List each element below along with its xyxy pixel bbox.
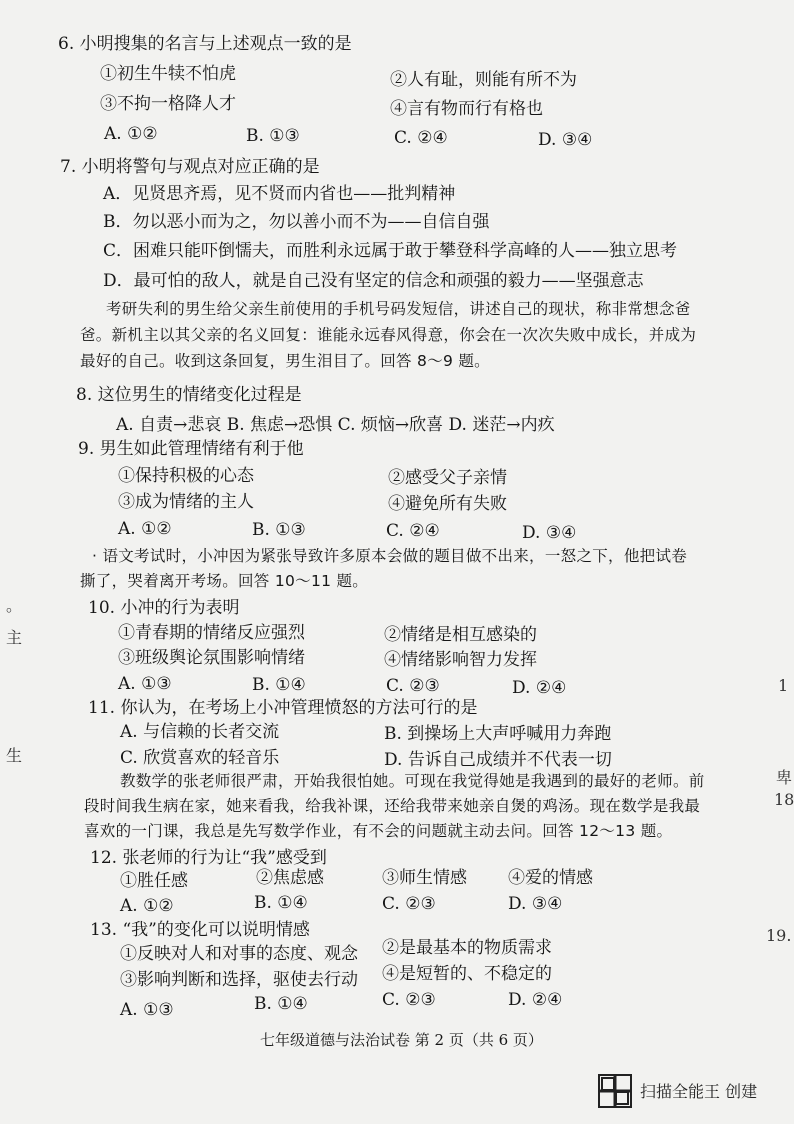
q11-option-c: C. 欣赏喜欢的轻音乐 xyxy=(120,748,280,768)
q10-option-3: ③班级舆论氛围影响情绪 xyxy=(118,648,305,668)
q13-option-3: ③影响判断和选择，驱使去行动 xyxy=(120,970,358,990)
q9-option-4: ④避免所有失败 xyxy=(388,494,507,514)
q10-choice-d: D. ②④ xyxy=(512,678,567,698)
q10-choice-b: B. ①④ xyxy=(252,675,306,695)
right-edge-mark-2: 卑 xyxy=(776,768,793,787)
scanner-watermark: 扫描全能王 创建 xyxy=(640,1082,758,1101)
q10-option-4: ④情绪影响智力发挥 xyxy=(384,650,537,670)
right-edge-mark-1: 1 xyxy=(778,676,789,695)
q9-stem: 9. 男生如此管理情绪有利于他 xyxy=(78,439,304,459)
q6-stem: 6. 小明搜集的名言与上述观点一致的是 xyxy=(58,34,352,54)
q13-stem: 13. “我”的变化可以说明情感 xyxy=(90,920,310,940)
q6-option-3: ③不拘一格降人才 xyxy=(100,94,236,114)
q10-option-1: ①青春期的情绪反应强烈 xyxy=(118,623,305,643)
q9-choice-a: A. ①② xyxy=(118,519,172,539)
q8-stem: 8. 这位男生的情绪变化过程是 xyxy=(76,385,302,405)
q13-option-1: ①反映对人和对事的态度、观念 xyxy=(120,944,358,964)
q7-stem: 7. 小明将警句与观点对应正确的是 xyxy=(60,157,320,177)
q8-choices: A. 自责→悲哀 B. 焦虑→恐惧 C. 烦恼→欣喜 D. 迷茫→内疚 xyxy=(116,415,555,435)
q9-choice-d: D. ③④ xyxy=(522,523,577,543)
q6-option-2: ②人有耻，则能有所不为 xyxy=(390,70,577,90)
q6-option-1: ①初生牛犊不怕虎 xyxy=(100,64,236,84)
q7-option-b: B．勿以恶小而为之，勿以善小而不为——自信自强 xyxy=(103,212,490,232)
passage-12-13-line-2: 段时间我生病在家，她来看我，给我补课，还给我带来她亲自煲的鸡汤。现在数学是我最 xyxy=(84,797,701,815)
left-edge-mark-1: 主 xyxy=(6,628,23,647)
q6-choice-b: B. ①③ xyxy=(246,126,300,146)
page-footer: 七年级道德与法治试卷 第 2 页（共 6 页） xyxy=(260,1031,543,1049)
q10-stem: 10. 小冲的行为表明 xyxy=(88,598,240,618)
q11-option-b: B. 到操场上大声呼喊用力奔跑 xyxy=(384,724,612,744)
qr-code-icon xyxy=(598,1074,632,1108)
left-edge-dot: 。 xyxy=(6,596,23,615)
q9-option-2: ②感受父子亲情 xyxy=(388,468,507,488)
q7-option-d: D．最可怕的敌人，就是自己没有坚定的信念和顽强的毅力——坚强意志 xyxy=(103,271,644,291)
q13-choice-d: D. ②④ xyxy=(508,990,563,1010)
q6-choice-a: A. ①② xyxy=(104,124,158,144)
passage-8-9-line-2: 爸。新机主以其父亲的名义回复：谁能永远春风得意，你会在一次次失败中成长，并成为 xyxy=(80,326,697,344)
q13-choice-a: A. ①③ xyxy=(120,1000,174,1020)
q7-option-a: A．见贤思齐焉，见不贤而内省也——批判精神 xyxy=(103,184,456,204)
q12-choice-a: A. ①② xyxy=(120,896,174,916)
q12-option-2: ②焦虑感 xyxy=(256,868,324,888)
q9-choice-c: C. ②④ xyxy=(386,521,440,541)
q12-choice-b: B. ①④ xyxy=(254,893,308,913)
q10-choice-a: A. ①③ xyxy=(118,674,172,694)
q12-option-4: ④爱的情感 xyxy=(508,868,593,888)
passage-8-9-line-1: 考研失利的男生给父亲生前使用的手机号码发短信，讲述自己的现状，称非常想念爸 xyxy=(106,300,691,318)
q9-option-3: ③成为情绪的主人 xyxy=(118,492,254,512)
q12-choice-d: D. ③④ xyxy=(508,894,563,914)
passage-10-11-line-1: · 语文考试时，小冲因为紧张导致许多原本会做的题目做不出来，一怒之下，他把试卷 xyxy=(92,547,688,565)
q13-choice-c: C. ②③ xyxy=(382,990,436,1010)
q12-stem: 12. 张老师的行为让“我”感受到 xyxy=(90,848,327,868)
q6-option-4: ④言有物而行有格也 xyxy=(390,99,543,119)
q13-option-4: ④是短暂的、不稳定的 xyxy=(382,964,552,984)
q9-choice-b: B. ①③ xyxy=(252,520,306,540)
q11-option-a: A. 与信赖的长者交流 xyxy=(120,722,280,742)
q12-option-3: ③师生情感 xyxy=(382,868,467,888)
passage-12-13-line-3: 喜欢的一门课，我总是先写数学作业，有不会的问题就主动去问。回答 12～13 题。 xyxy=(84,822,673,840)
q12-choice-c: C. ②③ xyxy=(382,894,436,914)
q12-option-1: ①胜任感 xyxy=(120,871,188,891)
q11-option-d: D. 告诉自己成绩并不代表一切 xyxy=(384,750,612,770)
q6-choice-c: C. ②④ xyxy=(394,128,448,148)
q7-option-c: C．困难只能吓倒懦夫，而胜利永远属于敢于攀登科学高峰的人——独立思考 xyxy=(103,241,678,261)
passage-10-11-line-2: 撕了，哭着离开考场。回答 10～11 题。 xyxy=(80,572,369,590)
q11-stem: 11. 你认为，在考场上小冲管理愤怒的方法可行的是 xyxy=(88,698,478,718)
right-edge-mark-4: 19. xyxy=(766,926,792,945)
left-edge-mark-2: 生 xyxy=(6,746,23,765)
q13-option-2: ②是最基本的物质需求 xyxy=(382,938,552,958)
passage-8-9-line-3: 最好的自己。收到这条回复，男生泪目了。回答 8～9 题。 xyxy=(80,352,490,370)
right-edge-mark-3: 18 xyxy=(774,790,794,809)
q13-choice-b: B. ①④ xyxy=(254,994,308,1014)
q6-choice-d: D. ③④ xyxy=(538,130,593,150)
q10-choice-c: C. ②③ xyxy=(386,676,440,696)
passage-12-13-line-1: 教数学的张老师很严肃，开始我很怕她。可现在我觉得她是我遇到的最好的老师。前 xyxy=(120,772,705,790)
q10-option-2: ②情绪是相互感染的 xyxy=(384,625,537,645)
q9-option-1: ①保持积极的心态 xyxy=(118,466,254,486)
